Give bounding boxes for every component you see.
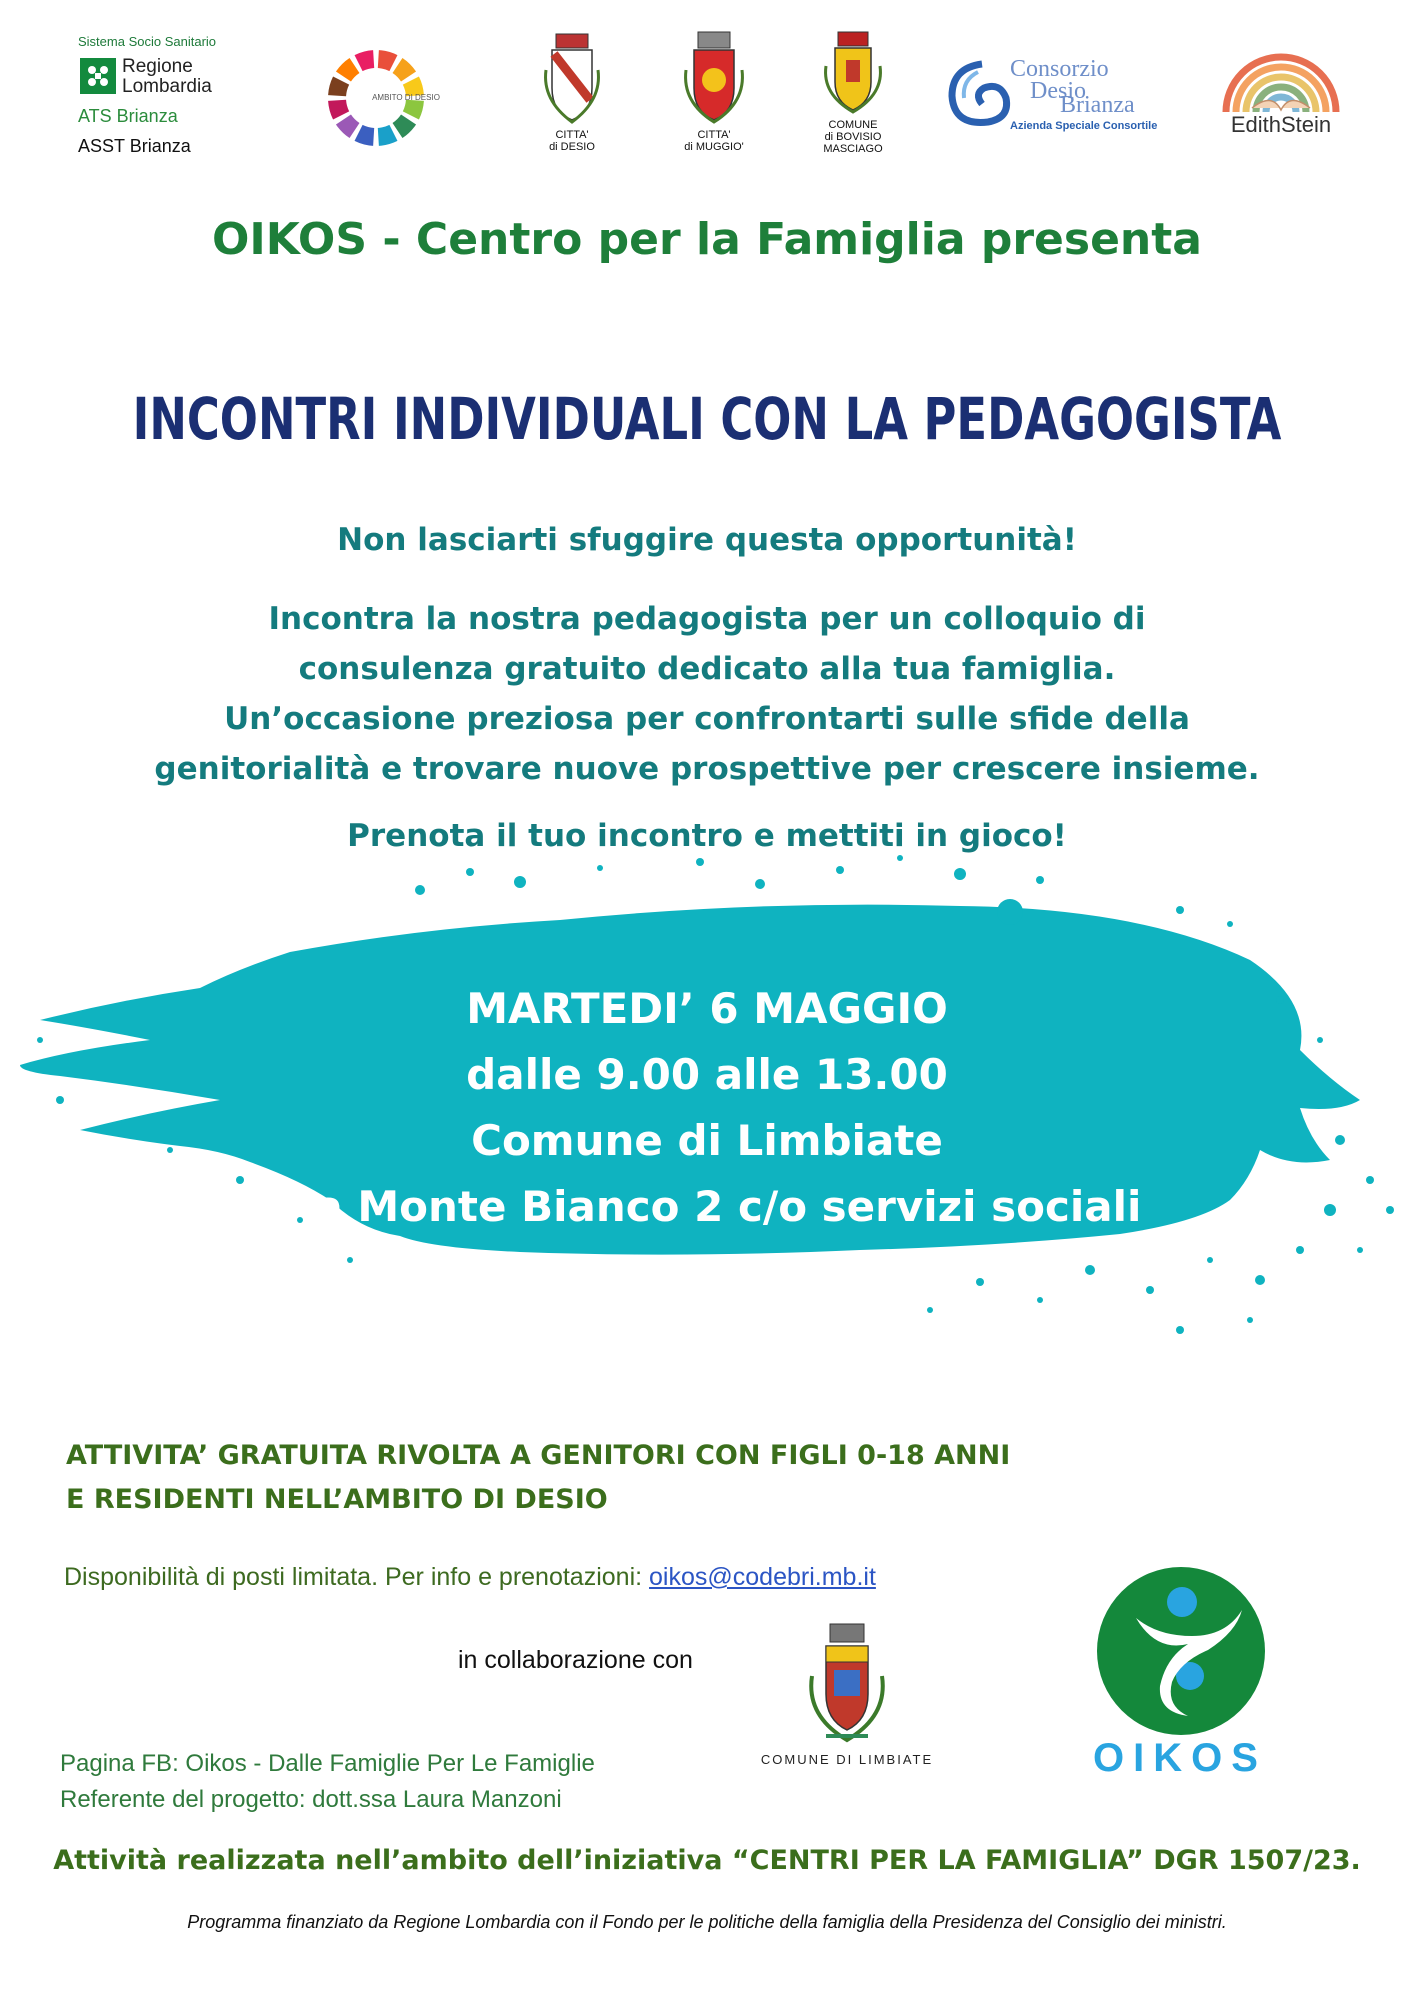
event-time: dalle 9.00 alle 13.00 — [466, 1050, 948, 1099]
splash-droplet — [1357, 1247, 1363, 1253]
event-details — [0, 976, 1414, 1240]
availability-text: Disponibilità di posti limitata. Per info e prenotazioni: — [64, 1563, 650, 1591]
desio-crest-logo — [540, 30, 604, 160]
collaboration-label: in collaborazione con — [458, 1646, 693, 1674]
consorzio-line2: Desio — [1030, 78, 1086, 104]
eligibility-line: ATTIVITA’ GRATUITA RIVOLTA A GENITORI CON FIGLI 0-18 ANNI — [66, 1440, 1011, 1471]
bovisio-crest-logo — [818, 30, 888, 160]
splash-droplet — [514, 876, 526, 888]
splash-droplet — [1176, 906, 1184, 914]
contacts — [60, 1746, 595, 1818]
splash-droplet — [897, 855, 903, 861]
ambito-ring-segment — [355, 125, 375, 146]
email-link[interactable]: oikos@codebri.mb.it — [649, 1563, 876, 1591]
edith-stein-logo — [1218, 48, 1344, 144]
ambito-ring-segment — [336, 115, 360, 139]
oikos-wordmark: OIKOS — [1093, 1736, 1267, 1780]
intro-cta: Prenota il tuo incontro e mettiti in gioco! — [347, 818, 1067, 854]
splash-droplet — [1247, 1317, 1253, 1323]
facebook-page: Pagina FB: Oikos - Dalle Famiglie Per Le Famiglie — [60, 1750, 595, 1777]
initiative-note: Attività realizzata nell’ambito dell’iniziativa “CENTRI PER LA FAMIGLIA” DGR 1507/23. — [53, 1845, 1361, 1876]
intro-p2-line: genitorialità e trovare nuove prospettive per crescere insieme. — [154, 751, 1260, 787]
ambito-ring-icon — [326, 40, 476, 160]
splash-droplet — [1207, 1257, 1213, 1263]
intro-line-1: Non lasciarti sfuggire questa opportunità! — [337, 522, 1077, 558]
ambito-label: AMBITO DI DESIO — [372, 93, 440, 102]
ambito-ring-segment — [378, 125, 398, 146]
consorzio-line1: Consorzio — [1010, 56, 1109, 82]
ambito-ring-segment — [355, 50, 375, 71]
page-title: INCONTRI INDIVIDUALI CON LA PEDAGOGISTA — [132, 385, 1282, 453]
presenta-heading: OIKOS - Centro per la Famiglia presenta — [212, 214, 1202, 265]
muggio-crest-logo — [674, 30, 754, 160]
ambito-ring-segment — [393, 58, 417, 82]
splash-droplet — [1085, 1265, 1095, 1275]
intro-p2-line: consulenza gratuito dedicato alla tua famiglia. — [298, 651, 1116, 687]
splash-droplet — [1227, 921, 1233, 927]
splash-droplet — [1255, 1275, 1265, 1285]
splash-droplet — [1036, 876, 1044, 884]
limbiate-caption: COMUNE DI LIMBIATE — [760, 1752, 934, 1767]
splash-droplet — [347, 1257, 353, 1263]
splash-droplet — [1146, 1286, 1154, 1294]
muggio-crest-icon — [674, 30, 754, 125]
intro-paragraph — [0, 594, 1414, 794]
consorzio-desio-brianza-logo — [948, 56, 1158, 142]
desio-crest-icon — [540, 30, 604, 125]
splash-droplet — [997, 899, 1023, 925]
intro-p2-line: Un’occasione preziosa per confrontarti sulle sfide della — [224, 701, 1190, 737]
ambito-ring-segment — [393, 115, 417, 139]
splash-droplet — [597, 865, 603, 871]
splash-droplet — [415, 885, 425, 895]
event-address: via Monte Bianco 2 c/o servizi sociali — [272, 1182, 1142, 1231]
ambito-ring-segment — [403, 100, 424, 120]
consorzio-sub: Azienda Speciale Consortile — [1010, 120, 1158, 132]
event-date: MARTEDI’ 6 MAGGIO — [466, 984, 948, 1033]
oikos-figure-icon — [1096, 1566, 1266, 1736]
splash-droplet — [696, 858, 704, 866]
rl-asst: ASST Brianza — [78, 136, 191, 156]
splash-droplet — [1296, 1246, 1304, 1254]
splash-droplet — [954, 868, 966, 880]
comune-limbiate-logo — [734, 1616, 960, 1772]
eligibility-note — [66, 1434, 1010, 1522]
edith-name: EdithStein — [1230, 112, 1332, 137]
edith-rainbow-icon — [1218, 48, 1344, 118]
funding-note: Programma finanziato da Regione Lombardia con il Fondo per le politiche della famiglia della Presidenza del Consiglio dei ministri. — [187, 1912, 1227, 1932]
rl-system-label: Sistema Socio Sanitario — [78, 34, 217, 49]
ambito-di-desio-logo — [326, 40, 476, 160]
splash-droplet — [755, 879, 765, 889]
splash-droplet — [836, 866, 844, 874]
muggio-caption: CITTA' di MUGGIO' — [684, 129, 744, 153]
regione-lombardia-logo — [70, 28, 248, 158]
desio-caption: CITTA' di DESIO — [549, 129, 595, 153]
rl-ats: ATS Brianza — [78, 106, 178, 126]
ambito-ring-segment — [328, 100, 349, 120]
oikos-logo — [1096, 1566, 1266, 1736]
splash-droplet — [1037, 1297, 1043, 1303]
bovisio-caption: COMUNE di BOVISIO MASCIAGO — [823, 119, 883, 155]
rl-name: Regione Lombardia — [122, 56, 212, 97]
intro-p2-line: Incontra la nostra pedagogista per un colloquio di — [268, 601, 1146, 637]
limbiate-crest-icon — [734, 1616, 960, 1752]
splash-droplet — [976, 1278, 984, 1286]
availability-line — [64, 1563, 876, 1592]
regione-lombardia-icon — [80, 58, 116, 94]
ambito-ring-segment — [328, 77, 349, 97]
event-place: Comune di Limbiate — [471, 1116, 943, 1165]
ambito-ring-segment — [336, 58, 360, 82]
project-referent: Referente del progetto: dott.ssa Laura Manzoni — [60, 1786, 562, 1813]
ambito-ring-segment — [378, 50, 398, 71]
splash-droplet — [927, 1307, 933, 1313]
splash-droplet — [466, 868, 474, 876]
splash-droplet — [1176, 1326, 1184, 1334]
bovisio-crest-icon — [818, 30, 888, 115]
eligibility-line: E RESIDENTI NELL’AMBITO DI DESIO — [66, 1484, 608, 1515]
consorzio-line3: Brianza — [1060, 92, 1135, 118]
